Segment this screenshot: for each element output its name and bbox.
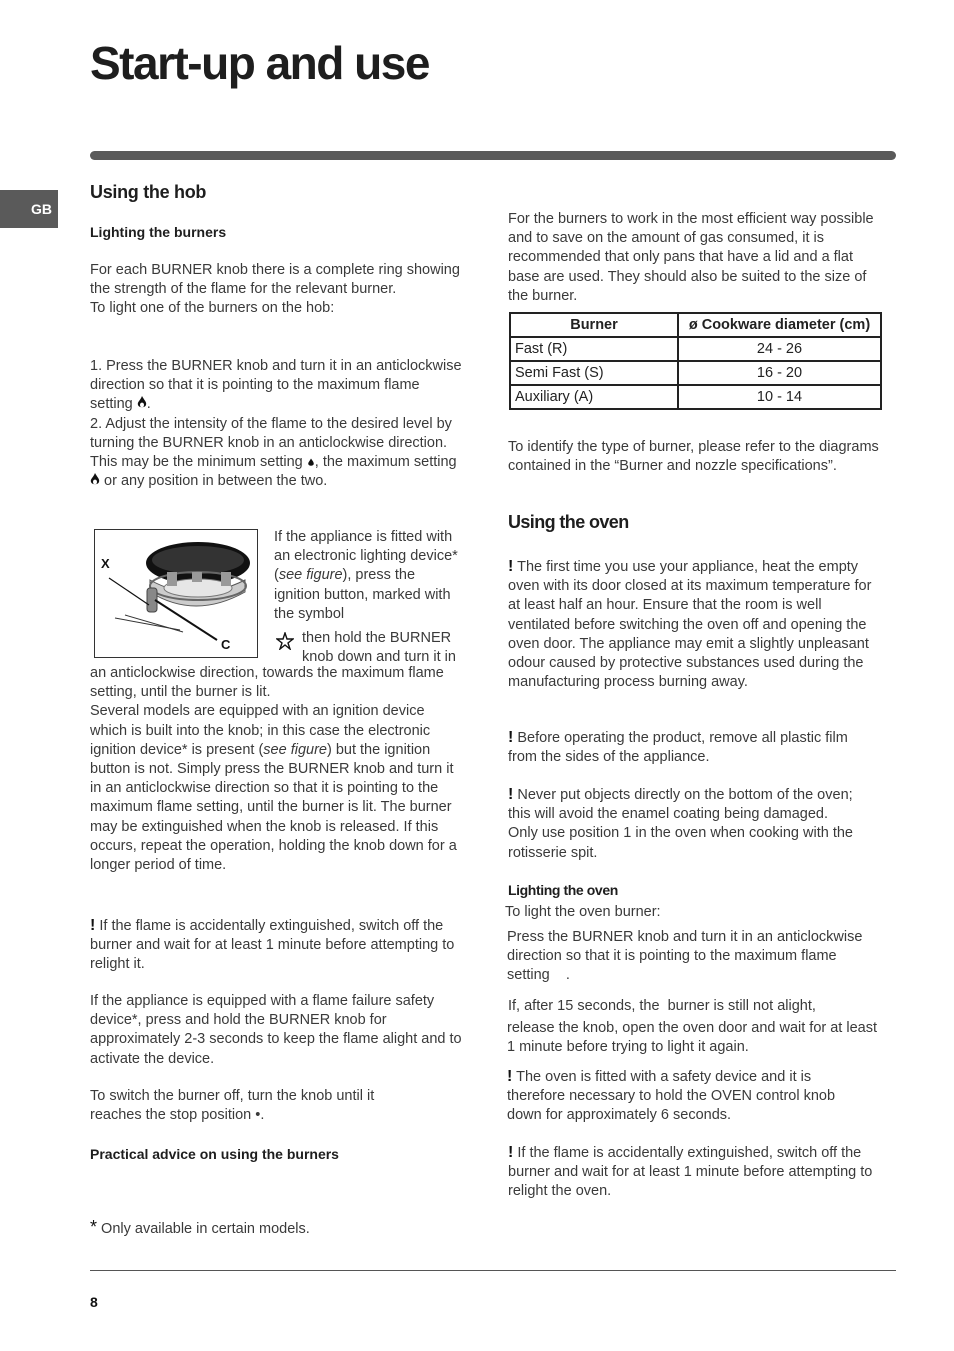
warning-first-use-text: The first time you use your appliance, heat the empty oven with its door closed at its maximum temperature for at least half an hour. Ensure that the room is well ventilated before switching the oven off and opening the oven door. The appliance may emit a slightly unpleasant odour caused by protective substances used during the manufacturing process burning away. — [508, 559, 872, 691]
warning-extinguished — [90, 916, 462, 975]
lighting-burners-heading: Lighting the burners — [90, 224, 227, 240]
switch-off-paragraph: To switch the burner off, turn the knob until it reaches the stop position •. — [90, 1088, 375, 1124]
electronic-lighting-text-b: ), press the ignition button, marked with the symbol — [274, 567, 451, 622]
footnote — [90, 1218, 462, 1239]
min-flame-icon — [307, 457, 315, 467]
warning-objects-text: Never put objects directly on the bottom of the oven; this will avoid the enamel coating being damaged. Only use position 1 in the oven when cooking with the rotisserie spit. — [508, 787, 853, 861]
see-figure-text-2: see figure — [263, 741, 327, 758]
burner-figure — [94, 529, 258, 658]
cookware-intro-paragraph: For the burners to work in the most efficient way possible and to save on the amount of gas consumed, it is recommended that only pans that have a lid and a flat base are used. They should also be suited to the size of the burner. — [508, 211, 874, 304]
asterisk-icon: * — [90, 1217, 98, 1237]
table-header-diameter: ø Cookware diameter (cm) — [678, 313, 881, 337]
press-knob-paragraph — [507, 928, 879, 986]
practical-advice-heading: Practical advice on using the burners — [90, 1146, 339, 1162]
page-number: 8 — [90, 1294, 98, 1310]
using-oven-heading: Using the oven — [508, 512, 629, 532]
warning-relight-oven — [508, 1143, 880, 1202]
warning-objects — [508, 785, 858, 863]
table-cell: Semi Fast (S) — [510, 361, 678, 385]
warning-icon: ! — [90, 917, 96, 934]
table-row — [510, 385, 881, 409]
ring-text: For each BURNER knob there is a complete ring showing the strength of the flame for the relevant burner. — [90, 262, 460, 298]
several-models-text-b: ) but the ignition button is not. Simply press the BURNER knob and turn it in an anticlockwise direction so that it is pointing to the maximum flame setting, until the burner is lit. The burner may be extinguished when the knob is released. If this occurs, repeat the operation, holding the knob down for a longer period of time. — [90, 741, 457, 874]
flame-failure-paragraph: If the appliance is equipped with a flame failure safety device*, press and hold the BURNER knob for approximately 2-3 seconds to keep the flame alight and to activate the device. — [90, 993, 462, 1067]
after-seconds-text-a: If, after 15 seconds, the — [508, 998, 660, 1014]
header-rule — [90, 151, 896, 160]
warning-first-use — [508, 557, 880, 692]
warning-safety-device — [507, 1067, 872, 1126]
release-knob-paragraph: release the knob, open the oven door and wait for at least 1 minute before trying to light it again. — [507, 1020, 877, 1056]
warning-icon: ! — [508, 558, 514, 575]
table-row — [510, 361, 881, 385]
language-tab: GB — [0, 190, 58, 228]
figure-label-x: X — [101, 556, 110, 571]
ring-paragraph — [90, 261, 462, 319]
step-2a: 2. Adjust the intensity of the flame to the desired level by turning the BURNER knob in an anticlockwise direction. This may be the minimum setting — [90, 415, 452, 471]
ignition-star-icon — [276, 632, 294, 655]
identify-burner-paragraph: To identify the type of burner, please refer to the diagrams contained in the “Burner and nozzle specifications”. — [508, 439, 879, 475]
page-title: Start-up and use — [90, 37, 429, 89]
anticlockwise-text: an anticlockwise direction, towards the maximum flame setting, until the burner is lit. — [90, 665, 444, 701]
using-hob-heading: Using the hob — [90, 182, 207, 202]
press-knob-end: . — [565, 967, 570, 984]
max-flame-icon — [90, 473, 100, 486]
anticlockwise-paragraph — [90, 664, 462, 875]
table-cell: Fast (R) — [510, 337, 678, 361]
warning-plastic-film — [508, 728, 880, 767]
warning-extinguished-text: If the flame is accidentally extinguished, switch off the burner and wait for at least 1 minute before attempting to relight it. — [90, 918, 455, 973]
to-light-oven-text: To light the oven burner: — [505, 904, 661, 920]
see-figure-text: see figure — [278, 567, 343, 584]
after-seconds-text-b: burner is still not alight, — [667, 998, 816, 1014]
step-1: 1. Press the BURNER knob and turn it in an anticlockwise direction so that it is pointing to the maximum flame setting — [90, 358, 462, 413]
warning-icon: ! — [508, 729, 514, 746]
table-header-burner: Burner — [510, 313, 678, 337]
lighting-oven-heading: Lighting the oven — [508, 882, 618, 898]
table-cell: 10 - 14 — [678, 385, 881, 409]
table-cell: Auxiliary (A) — [510, 385, 678, 409]
figure-label-c: C — [221, 637, 231, 652]
press-knob-text: Press the BURNER knob and turn it in an anticlockwise direction so that it is pointing to the maximum flame setting — [507, 929, 863, 984]
table-cell: 16 - 20 — [678, 361, 881, 385]
electronic-lighting-paragraph — [274, 528, 464, 624]
warning-icon: ! — [508, 1144, 514, 1161]
after-seconds-line — [508, 997, 880, 1016]
several-models-text-a: Several models are equipped with an ignition device which is built into the knob; in this case the electronic ignition device* is present ( — [90, 703, 431, 758]
burner-table — [509, 312, 882, 410]
footnote-text: Only available in certain models. — [101, 1221, 310, 1237]
steps-paragraph: 1. Press the BURNER knob and turn it in an anticlockwise direction so that it is pointing to the maximum flame setting . 2. Adjust the intensity of the flame to the desired level by turning the BURNER knob in an anticlockwise direction. This may be the minimum setting , the maximum setting or any position in between the two. — [90, 358, 462, 490]
step-2b: , the maximum setting — [314, 454, 457, 471]
hold-knob-text: then hold the BURNER knob down and turn it in — [302, 630, 456, 666]
step-2c: or any position in between the two. — [104, 473, 328, 490]
to-light-text: To light one of the burners on the hob: — [90, 300, 335, 317]
max-flame-icon — [137, 396, 147, 409]
warning-relight-oven-text: If the flame is accidentally extinguished, switch off the burner and wait for at least 1 minute before attempting to relight the oven. — [508, 1145, 873, 1200]
table-cell: 24 - 26 — [678, 337, 881, 361]
table-header-row — [510, 313, 881, 337]
electronic-lighting-text-a: If the appliance is fitted with an electronic lighting device* ( — [274, 529, 458, 584]
warning-plastic-film-text: Before operating the product, remove all plastic film from the sides of the appliance. — [508, 730, 848, 766]
warning-icon: ! — [507, 1068, 513, 1085]
table-row — [510, 337, 881, 361]
warning-safety-device-text: The oven is fitted with a safety device and it is therefore necessary to hold the OVEN control knob down for approximately 6 seconds. — [507, 1069, 836, 1124]
warning-icon: ! — [508, 786, 514, 803]
footer-rule — [90, 1270, 896, 1271]
